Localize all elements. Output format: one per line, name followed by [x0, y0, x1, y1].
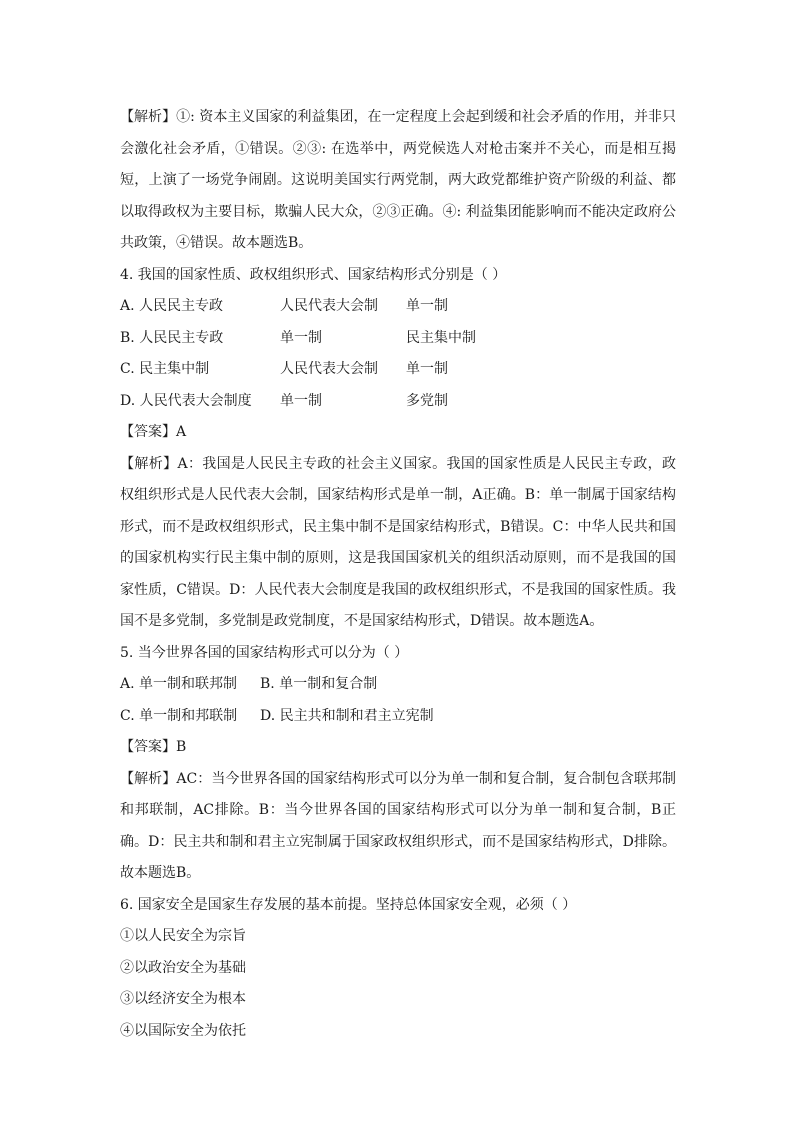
question-4-option-d — [120, 386, 676, 418]
question-6-item-4: ④以国际安全为依托 — [120, 1022, 246, 1039]
question-6-item-3: ③以经济安全为根本 — [120, 991, 246, 1007]
answer-q5: 【答案】B — [120, 739, 187, 755]
option-cell: B. 单一制和复合制 — [260, 676, 378, 692]
option-cell: D. 民主共和制和君主立宪制 — [260, 707, 434, 724]
question-5-stem: 5. 当今世界各国的国家结构形式可以分为（ ） — [120, 644, 409, 661]
option-cell: 人民代表大会制 — [280, 298, 378, 314]
question-6-item-2: ②以政治安全为基础 — [120, 959, 246, 976]
question-4-option-a — [120, 291, 676, 323]
option-cell: C. 民主集中制 — [120, 361, 210, 377]
question-4-option-c — [120, 354, 676, 386]
option-cell: 多党制 — [406, 392, 448, 409]
question-6-item-1: ①以人民安全为宗旨 — [120, 928, 246, 944]
question-4-stem: 4. 我国的国家性质、政权组织形式、国家结构形式分别是（ ） — [120, 266, 507, 283]
document-page — [120, 102, 676, 1047]
analysis-q5: 【解析】AC：当今世界各国的国家结构形式可以分为单一制和复合制，复合制包含联邦制和邦联制，AC排除。B：当今世界各国的国家结构形式可以分为单一制和复合制，B正确。D：民主共和制和君主立宪制属于国家政权组织形式，而不是国家结构形式，D排除。故本题选B。 — [120, 770, 676, 881]
option-cell: A. 人民民主专政 — [120, 298, 224, 314]
option-cell: 人民代表大会制 — [280, 361, 378, 377]
option-cell: C. 单一制和邦联制 — [120, 707, 238, 724]
option-cell: 单一制 — [406, 298, 448, 314]
analysis-q4: 【解析】A：我国是人民民主专政的社会主义国家。我国的国家性质是人民民主专政，政权组织形式是人民代表大会制，国家结构形式是单一制，A正确。B：单一制属于国家结构形式，而不是政权组织形式，民主集中制不是国家结构形式，B错误。C：中华人民共和国的国家机构实行民主集中制的原则，这是我国国家机关的组织活动原则，而不是我国的国家性质，C错误。D：人民代表大会制度是我国的政权组织形式，不是我国的国家性质。我国不是多党制，多党制是政党制度，不是国家结构形式，D错误。故本题选A。 — [120, 455, 676, 629]
question-6-stem: 6. 国家安全是国家生存发展的基本前提。坚持总体国家安全观，必须（ ） — [120, 896, 577, 913]
analysis-q3: 【解析】①: 资本主义国家的利益集团，在一定程度上会起到缓和社会矛盾的作用，并非只会激化社会矛盾，①错误。②③: 在选举中，两党候选人对枪击案并不关心，而是相互揭短，上演了一场党争闹剧。这说明美国实行两党制，两大政党都维护资产阶级的利益、都以取得政权为主要目标，欺骗人民大众，②③正确。④: 利益集团能影响而不能决定政府公共政策，④错误。故本题选B。 — [120, 109, 676, 251]
option-cell: 单一制 — [280, 329, 322, 346]
question-5-options-cd — [120, 701, 676, 733]
option-cell: A. 单一制和联邦制 — [120, 676, 238, 692]
answer-q4: 【答案】A — [120, 424, 187, 440]
option-cell: 民主集中制 — [406, 329, 476, 346]
option-cell: 单一制 — [406, 361, 448, 377]
option-cell: B. 人民民主专政 — [120, 329, 224, 346]
question-4-option-b — [120, 323, 676, 355]
option-cell: D. 人民代表大会制度 — [120, 392, 252, 409]
question-5-options-ab — [120, 669, 676, 701]
option-cell: 单一制 — [280, 392, 322, 409]
